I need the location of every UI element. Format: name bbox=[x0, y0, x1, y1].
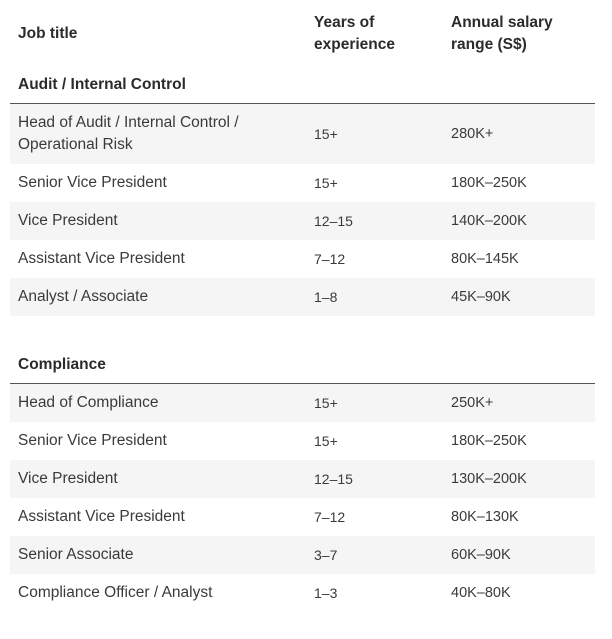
years-cell: 7–12 bbox=[314, 251, 346, 267]
table-row bbox=[10, 278, 595, 316]
table-row bbox=[10, 164, 595, 202]
table-row bbox=[10, 574, 595, 612]
salary-cell: 45K–90K bbox=[451, 289, 511, 305]
years-cell: 7–12 bbox=[314, 509, 346, 525]
table-header bbox=[10, 0, 595, 70]
job-title-cell: Head of Audit / Internal Control / Operational Risk bbox=[18, 114, 239, 153]
salary-cell: 40K–80K bbox=[451, 585, 511, 601]
salary-cell: 280K+ bbox=[451, 126, 494, 142]
salary-cell: 180K–250K bbox=[451, 433, 527, 449]
years-cell: 15+ bbox=[314, 175, 338, 191]
years-cell: 15+ bbox=[314, 126, 338, 142]
job-title-cell: Assistant Vice President bbox=[18, 250, 185, 267]
years-cell: 1–3 bbox=[314, 585, 338, 601]
table-row bbox=[10, 384, 595, 422]
job-title-cell: Assistant Vice President bbox=[18, 508, 185, 525]
table-row bbox=[10, 202, 595, 240]
table-row bbox=[10, 460, 595, 498]
job-title-cell: Vice President bbox=[18, 470, 118, 487]
table-row bbox=[10, 104, 595, 164]
years-cell: 15+ bbox=[314, 395, 338, 411]
section-title-text: Audit / Internal Control bbox=[18, 76, 186, 93]
section-title-text: Compliance bbox=[18, 356, 106, 373]
job-title-cell: Head of Compliance bbox=[18, 394, 159, 411]
salary-cell: 80K–130K bbox=[451, 509, 519, 525]
job-title-cell: Compliance Officer / Analyst bbox=[18, 584, 213, 601]
section-title-compliance bbox=[10, 350, 595, 384]
table-row bbox=[10, 240, 595, 278]
salary-cell: 130K–200K bbox=[451, 471, 527, 487]
header-annual-salary-range: Annual salary range (S$) bbox=[451, 14, 553, 53]
section-title-audit bbox=[10, 70, 595, 104]
salary-cell: 80K–145K bbox=[451, 251, 519, 267]
table-row bbox=[10, 498, 595, 536]
job-title-cell: Senior Associate bbox=[18, 546, 134, 563]
salary-cell: 250K+ bbox=[451, 395, 494, 411]
salary-cell: 180K–250K bbox=[451, 175, 527, 191]
job-title-cell: Senior Vice President bbox=[18, 432, 167, 449]
years-cell: 12–15 bbox=[314, 213, 353, 229]
job-title-cell: Analyst / Associate bbox=[18, 288, 149, 305]
salary-cell: 140K–200K bbox=[451, 213, 527, 229]
section-spacer bbox=[10, 316, 595, 350]
years-cell: 15+ bbox=[314, 433, 338, 449]
job-title-cell: Vice President bbox=[18, 212, 118, 229]
table-row bbox=[10, 422, 595, 460]
header-job-title: Job title bbox=[18, 25, 78, 42]
years-cell: 12–15 bbox=[314, 471, 353, 487]
salary-cell: 60K–90K bbox=[451, 547, 511, 563]
job-title-cell: Senior Vice President bbox=[18, 174, 167, 191]
years-cell: 1–8 bbox=[314, 289, 338, 305]
table-row bbox=[10, 536, 595, 574]
years-cell: 3–7 bbox=[314, 547, 338, 563]
header-years-of-experience: Years of experience bbox=[314, 14, 395, 53]
salary-table bbox=[10, 0, 595, 612]
